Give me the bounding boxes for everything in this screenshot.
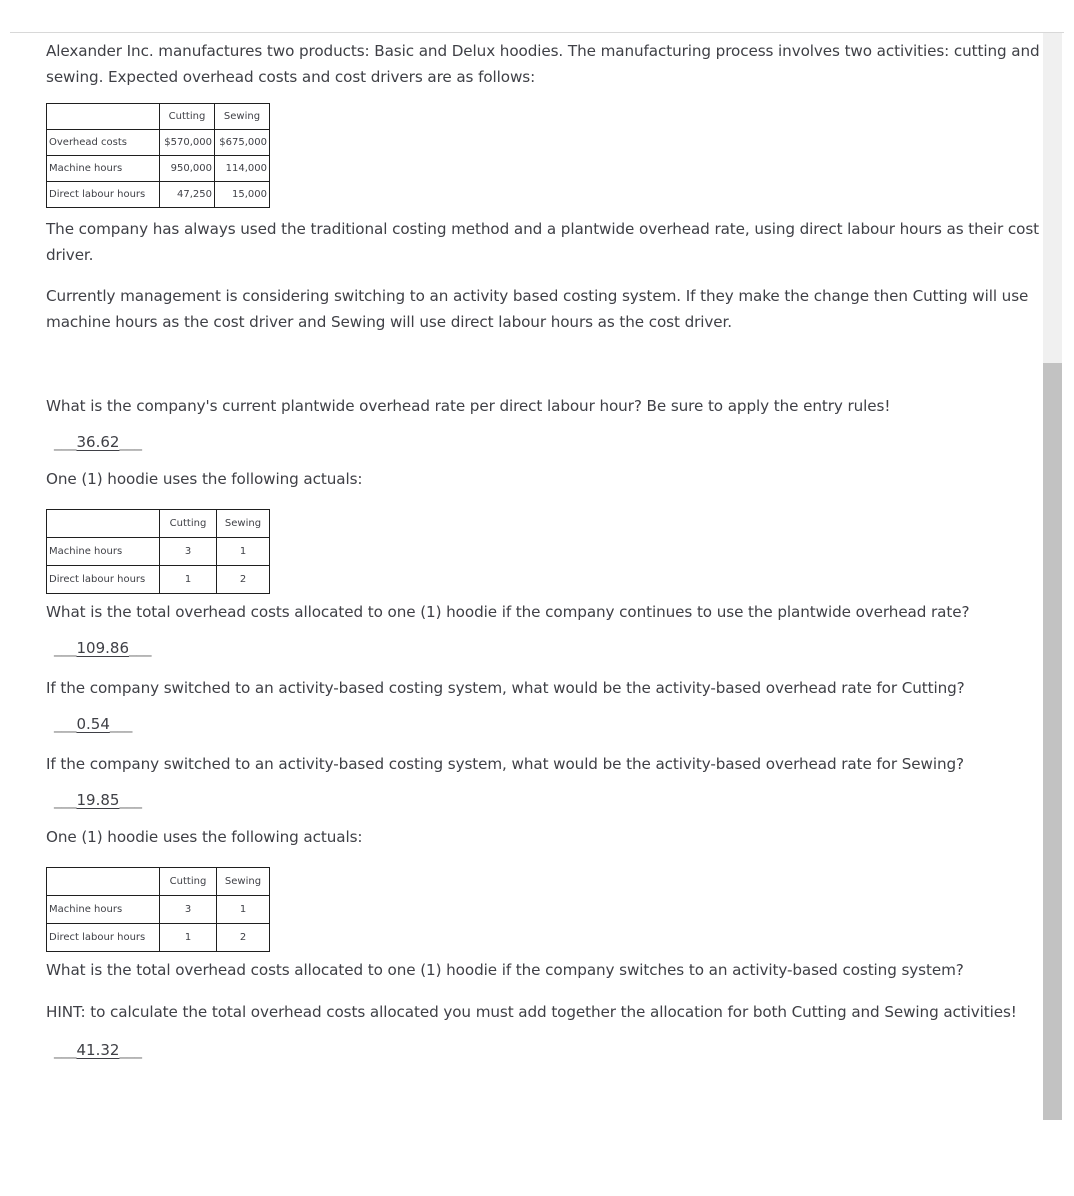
table-row <box>47 130 270 156</box>
question-content <box>46 38 1041 1059</box>
row-label: Direct labour hours <box>47 566 160 594</box>
hoodie-actuals-table <box>46 509 270 594</box>
answer-4[interactable]: ___19.85___ <box>54 791 142 809</box>
cell: 15,000 <box>215 182 270 208</box>
table-corner <box>47 510 160 538</box>
cell: 3 <box>160 538 217 566</box>
table-corner <box>47 868 160 896</box>
row-label: Machine hours <box>47 156 160 182</box>
answer-2[interactable]: ___109.86___ <box>54 639 152 657</box>
hoodie-actuals-table <box>46 867 270 952</box>
actuals-intro: One (1) hoodie uses the following actuals: <box>46 828 363 846</box>
question-4: If the company switched to an activity-based costing system, what would be the activity-based overhead rate for Sewing? <box>46 755 964 773</box>
row-label: Machine hours <box>47 896 160 924</box>
cell: 1 <box>217 896 270 924</box>
table-header: Sewing <box>217 510 270 538</box>
cell: $675,000 <box>215 130 270 156</box>
row-label: Direct labour hours <box>47 182 160 208</box>
cell: 47,250 <box>160 182 215 208</box>
cell: $570,000 <box>160 130 215 156</box>
top-divider <box>10 32 1064 33</box>
actuals-intro: One (1) hoodie uses the following actuals: <box>46 470 363 488</box>
table-header: Cutting <box>160 510 217 538</box>
table-row <box>47 566 270 594</box>
table-row <box>47 156 270 182</box>
cell: 1 <box>160 566 217 594</box>
answer-5[interactable]: ___41.32___ <box>54 1041 142 1059</box>
cell: 3 <box>160 896 217 924</box>
question-5: What is the total overhead costs allocated to one (1) hoodie if the company switches to an activity-based costing system? <box>46 961 964 979</box>
cell: 1 <box>160 924 217 952</box>
scrollbar-thumb[interactable] <box>1043 363 1062 1120</box>
table-header: Sewing <box>217 868 270 896</box>
table-row <box>47 182 270 208</box>
answer-1[interactable]: ___36.62___ <box>54 433 142 451</box>
cell: 2 <box>217 566 270 594</box>
traditional-costing-text: The company has always used the traditional costing method and a plantwide overhead rate, using direct labour hours as their cost driver. <box>46 220 1040 264</box>
answer-3[interactable]: ___0.54___ <box>54 715 133 733</box>
cell: 114,000 <box>215 156 270 182</box>
table-header: Cutting <box>160 104 215 130</box>
hint-text: HINT: to calculate the total overhead costs allocated you must add together the allocation for both Cutting and Sewing activities! <box>46 1003 1017 1021</box>
table-corner <box>47 104 160 130</box>
row-label: Overhead costs <box>47 130 160 156</box>
table-header: Cutting <box>160 868 217 896</box>
cell: 2 <box>217 924 270 952</box>
row-label: Machine hours <box>47 538 160 566</box>
row-label: Direct labour hours <box>47 924 160 952</box>
question-2: What is the total overhead costs allocated to one (1) hoodie if the company continues to use the plantwide overhead rate? <box>46 603 970 621</box>
question-1: What is the company's current plantwide overhead rate per direct labour hour? Be sure to apply the entry rules! <box>46 397 891 415</box>
abc-text: Currently management is considering switching to an activity based costing system. If they make the change then Cutting will use machine hours as the cost driver and Sewing will use direct labour hours as the cost driver. <box>46 287 1029 331</box>
table-row <box>47 896 270 924</box>
intro-text: Alexander Inc. manufactures two products: Basic and Delux hoodies. The manufacturing process involves two activities: cutting and sewing. Expected overhead costs and cost drivers are as follows: <box>46 42 1040 86</box>
question-3: If the company switched to an activity-based costing system, what would be the activity-based overhead rate for Cutting? <box>46 679 965 697</box>
overhead-cost-table <box>46 103 270 208</box>
cell: 950,000 <box>160 156 215 182</box>
table-row <box>47 924 270 952</box>
table-row <box>47 538 270 566</box>
cell: 1 <box>217 538 270 566</box>
table-header: Sewing <box>215 104 270 130</box>
